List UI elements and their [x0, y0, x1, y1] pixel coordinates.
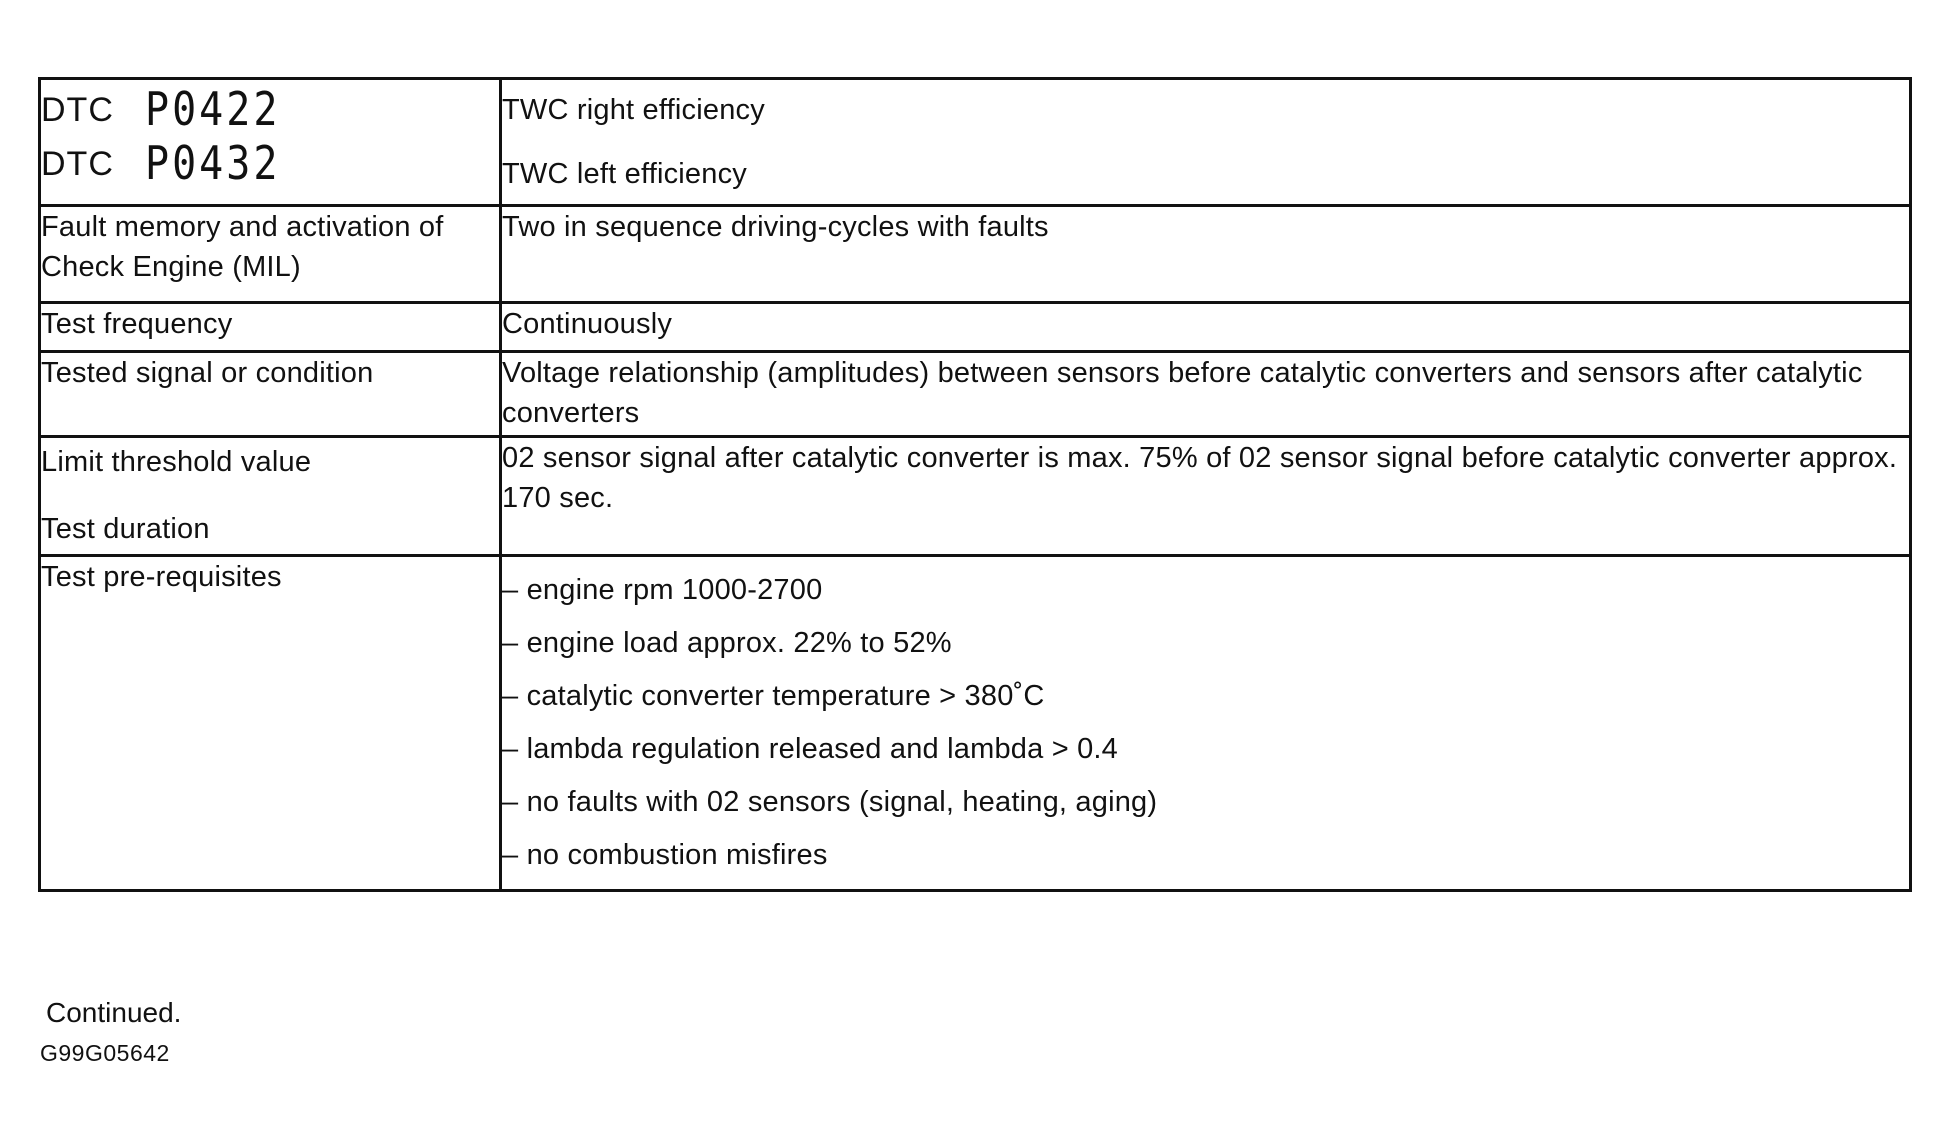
prerequisites-cell — [501, 556, 1911, 891]
limit-threshold-label: Limit threshold value — [41, 446, 312, 478]
table-row-dtc — [40, 79, 1911, 206]
dtc-spec-table — [38, 77, 1912, 892]
fault-memory-label: Fault memory and activation of Check Engine (MIL) — [40, 206, 501, 303]
table-row-test-frequency — [40, 303, 1911, 352]
fault-memory-value: Two in sequence driving-cycles with faults — [501, 206, 1911, 303]
test-frequency-label: Test frequency — [40, 303, 501, 352]
dtc-description-right: TWC right efficiency — [502, 94, 765, 126]
table-row-limit-threshold — [40, 437, 1911, 556]
table-row-prerequisites — [40, 556, 1911, 891]
tested-signal-label: Tested signal or condition — [40, 352, 501, 437]
dtc-description-left: TWC left efficiency — [502, 158, 747, 190]
tested-signal-value: Voltage relationship (amplitudes) between sensors before catalytic converters and sensors after catalytic converters — [501, 352, 1911, 437]
list-item: – lambda regulation released and lambda > 0.4 — [502, 733, 1119, 765]
limit-threshold-value: 02 sensor signal after catalytic converter is max. 75% of 02 sensor signal before catalytic converter approx. 170 sec. — [501, 437, 1911, 556]
dtc-prefix: DTC — [41, 145, 114, 183]
list-item: – no faults with 02 sensors (signal, heating, aging) — [502, 786, 1158, 818]
test-frequency-value: Continuously — [501, 303, 1911, 352]
dtc-codes-cell — [40, 79, 501, 206]
list-item: – engine rpm 1000-2700 — [502, 574, 823, 606]
dtc-prefix: DTC — [41, 91, 114, 129]
dtc-descriptions-cell — [501, 79, 1911, 206]
dtc-code-left: P0432 — [145, 137, 281, 191]
list-item: – engine load approx. 22% to 52% — [502, 627, 952, 659]
prerequisites-label: Test pre-requisites — [40, 556, 501, 891]
list-item: – catalytic converter temperature > 380˚C — [502, 680, 1045, 712]
figure-code: G99G05642 — [40, 1040, 170, 1066]
continued-note: Continued. — [46, 997, 182, 1028]
table-row-tested-signal — [40, 352, 1911, 437]
dtc-code-right: P0422 — [145, 83, 281, 137]
test-duration-label: Test duration — [41, 513, 210, 545]
dtc-line-right — [41, 83, 499, 137]
list-item: – no combustion misfires — [502, 839, 828, 871]
limit-labels-cell — [40, 437, 501, 556]
table-row-fault-memory — [40, 206, 1911, 303]
prerequisites-list — [502, 571, 1909, 874]
dtc-line-left — [41, 137, 499, 191]
